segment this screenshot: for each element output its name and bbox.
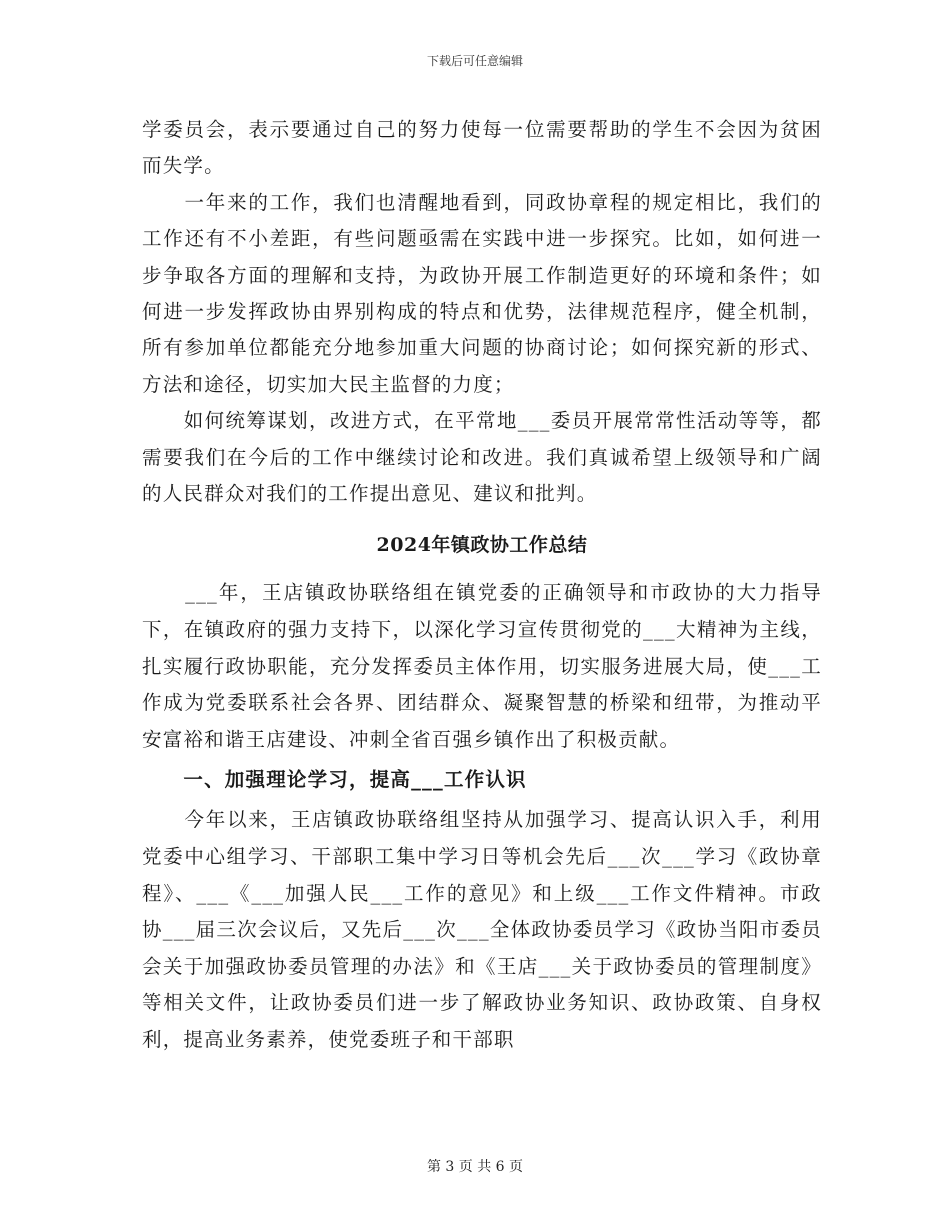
document-title: 2024年镇政协工作总结 (376, 534, 588, 557)
summary-section (142, 575, 822, 1058)
paragraph: 今年以来，王店镇政协联络组坚持从加强学习、提高认识入手，利用党委中心组学习、干部职工集中学习日等机会先后___次___学习《政协章程》、___《___加强人民___工作的意见》和上级___工作文件精神。市政协___届三次会议后，又先后___次___全体政协委员学习《政协当阳市委员会关于加强政协委员管理的办法》和《王店___关于政协委员的管理制度》等相关文件，让政协委员们进一步了解政协业务知识、政协政策、自身权利，提高业务素养，使党委班子和干部职 (142, 808, 822, 1051)
paragraph: 如何统筹谋划，改进方式，在平常地___委员开展常常性活动等等，都需要我们在今后的工作中继续讨论和改进。我们真诚希望上级领导和广阔的人民群众对我们的工作提出意见、建议和批判。 (142, 409, 822, 506)
section-heading: 一、加强理论学习，提高___工作认识 (142, 768, 527, 792)
paragraph: 学委员会，表示要通过自己的努力使每一位需要帮助的学生不会因为贫困而失学。 (142, 118, 822, 178)
document-body (142, 112, 822, 1059)
paragraph: ___年，王店镇政协联络组在镇党委的正确领导和市政协的大力指导下，在镇政府的强力支持下，以深化学习宣传贯彻党的___大精神为主线，扎实履行政协职能，充分发挥委员主体作用，切实服务进展大局，使___工作成为党委联系社会各界、团结群众、凝聚智慧的桥梁和纽带，为推动平安富裕和谐王店建设、冲刺全省百强乡镇作出了积极贡献。 (142, 581, 822, 751)
paragraph: 一年来的工作，我们也清醒地看到，同政协章程的规定相比，我们的工作还有不小差距，有些问题亟需在实践中进一步探究。比如，如何进一步争取各方面的理解和支持，为政协开展工作制造更好的环境和条件；如何进一步发挥政协由界别构成的特点和优势，法律规范程序，健全机制，所有参加单位都能充分地参加重大问题的协商讨论；如何探究新的形式、方法和途径，切实加大民主监督的力度； (142, 190, 822, 396)
previous-section-continuation (142, 112, 822, 512)
page-number: 第 3 页 共 6 页 (426, 1159, 524, 1175)
page-header: 下载后可任意编辑 (426, 54, 523, 68)
